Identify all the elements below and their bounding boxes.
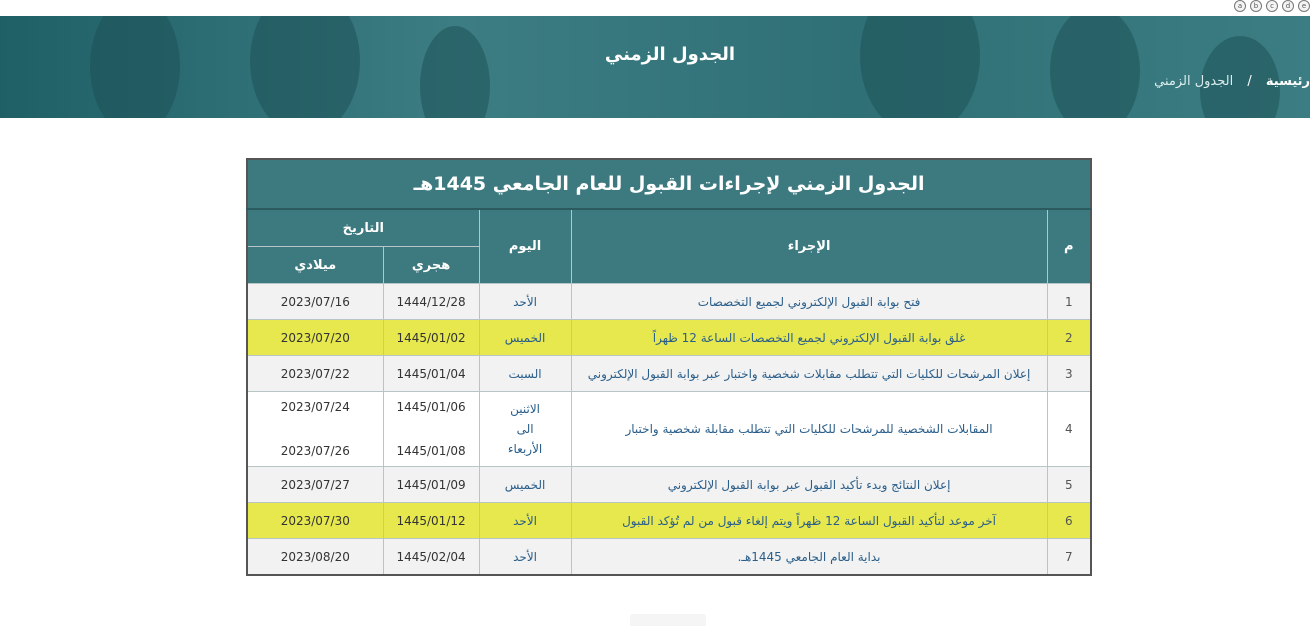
row-gregorian-range <box>247 392 383 467</box>
column-header-date: التاريخ <box>247 209 479 247</box>
row-day-range <box>479 392 571 467</box>
row-day-to-label: الى <box>516 422 534 436</box>
table-row <box>247 467 1091 503</box>
table-row <box>247 284 1091 320</box>
badge-icon[interactable]: e <box>1298 0 1310 12</box>
row-num: 3 <box>1047 356 1091 392</box>
top-bar <box>0 0 1310 16</box>
row-action: آخر موعد لتأكيد القبول الساعة 12 ظهراً ويتم إلغاء قبول من لم تُؤكد القبول <box>571 503 1047 539</box>
row-day-to: الأربعاء <box>507 442 543 456</box>
table-row <box>247 356 1091 392</box>
row-num: 2 <box>1047 320 1091 356</box>
row-gregorian-to: 2023/07/26 <box>280 444 350 458</box>
row-gregorian: 2023/07/30 <box>247 503 383 539</box>
row-num: 5 <box>1047 467 1091 503</box>
decorative-shape <box>90 16 180 118</box>
row-hijri-from: 1445/01/06 <box>396 400 466 414</box>
row-day-from: الاثنين <box>510 402 541 416</box>
row-num: 6 <box>1047 503 1091 539</box>
breadcrumb-separator: / <box>1247 74 1252 89</box>
row-action: المقابلات الشخصية للمرشحات للكليات التي تتطلب مقابلة شخصية واختبار <box>571 392 1047 467</box>
table-row <box>247 539 1091 576</box>
column-header-num: م <box>1047 209 1091 284</box>
logo-icon[interactable]: c <box>1266 0 1278 12</box>
column-header-gregorian: ميلادي <box>247 247 383 284</box>
row-action: بداية العام الجامعي 1445هـ. <box>571 539 1047 576</box>
row-day: الخميس <box>479 467 571 503</box>
row-day: الأحد <box>479 539 571 576</box>
breadcrumb-current: الجدول الزمني <box>1154 74 1234 89</box>
table-row <box>247 503 1091 539</box>
schedule-table-container <box>246 158 1090 576</box>
row-hijri: 1445/01/12 <box>383 503 479 539</box>
column-header-day: اليوم <box>479 209 571 284</box>
row-action: إعلان المرشحات للكليات التي تتطلب مقابلات شخصية واختبار عبر بوابة القبول الإلكتروني <box>571 356 1047 392</box>
seal-icon[interactable]: b <box>1250 0 1262 12</box>
row-num: 7 <box>1047 539 1091 576</box>
row-day: الأحد <box>479 284 571 320</box>
breadcrumb <box>1154 74 1310 89</box>
page-title: الجدول الزمني <box>604 44 736 65</box>
row-action: فتح بوابة القبول الإلكتروني لجميع التخصصات <box>571 284 1047 320</box>
crest-icon[interactable]: d <box>1282 0 1294 12</box>
row-day: الأحد <box>479 503 571 539</box>
row-gregorian: 2023/07/27 <box>247 467 383 503</box>
row-hijri-to: 1445/01/08 <box>396 444 466 458</box>
decorative-shape <box>420 26 490 118</box>
row-gregorian-from: 2023/07/24 <box>280 400 350 414</box>
row-num: 1 <box>1047 284 1091 320</box>
row-hijri: 1444/12/28 <box>383 284 479 320</box>
row-action: غلق بوابة القبول الإلكتروني لجميع التخصصات الساعة 12 ظهراً <box>571 320 1047 356</box>
row-hijri: 1445/01/09 <box>383 467 479 503</box>
row-hijri-range <box>383 392 479 467</box>
page-hero-banner <box>0 16 1310 118</box>
row-hijri: 1445/01/04 <box>383 356 479 392</box>
row-action: إعلان النتائج وبدء تأكيد القبول عبر بوابة القبول الإلكتروني <box>571 467 1047 503</box>
row-gregorian: 2023/07/16 <box>247 284 383 320</box>
row-hijri: 1445/02/04 <box>383 539 479 576</box>
emblem-icon[interactable]: a <box>1234 0 1246 12</box>
row-gregorian: 2023/07/22 <box>247 356 383 392</box>
breadcrumb-home-link[interactable]: رئيسية <box>1265 74 1310 89</box>
table-caption: الجدول الزمني لإجراءات القبول للعام الجامعي 1445هـ <box>247 159 1091 209</box>
bottom-widget[interactable] <box>630 614 706 626</box>
row-day: الخميس <box>479 320 571 356</box>
column-header-hijri: هجري <box>383 247 479 284</box>
decorative-shape <box>250 16 360 118</box>
decorative-shape <box>860 16 980 118</box>
table-row <box>247 320 1091 356</box>
row-num: 4 <box>1047 392 1091 467</box>
column-header-action: الإجراء <box>571 209 1047 284</box>
row-day: السبت <box>479 356 571 392</box>
admission-schedule-table <box>246 158 1092 576</box>
decorative-shape <box>1050 16 1140 118</box>
table-row <box>247 392 1091 467</box>
row-hijri: 1445/01/02 <box>383 320 479 356</box>
top-icons <box>1234 0 1310 14</box>
row-gregorian: 2023/07/20 <box>247 320 383 356</box>
row-gregorian: 2023/08/20 <box>247 539 383 576</box>
